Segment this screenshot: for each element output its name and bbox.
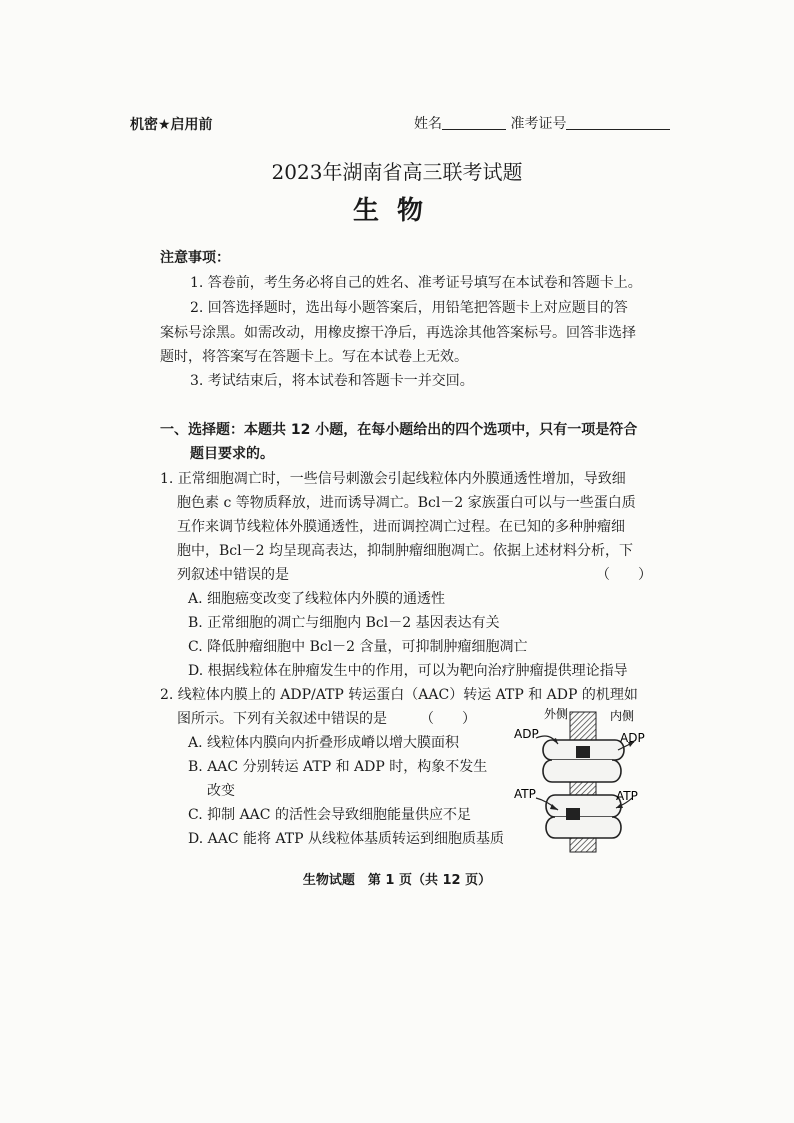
aac-transport-figure (500, 700, 670, 860)
q2-option-b[interactable]: B. AAC 分别转运 ATP 和 ADP 时，构象不发生 (188, 759, 488, 775)
q2-stem-line: 图所示。下列有关叙述中错误的是 (177, 711, 387, 727)
transporter-lower (546, 795, 621, 817)
secret-mark: 机密★启用前 (130, 117, 213, 133)
section-heading-cont: 题目要求的。 (190, 446, 274, 462)
q2-stem-line: 2. 线粒体内膜上的 ADP/ATP 转运蛋白（AAC）转运 ATP 和 ADP 的机理如 (160, 687, 638, 703)
q1-stem-line: 列叙述中错误的是 (177, 567, 289, 583)
notice-line: 题时，将答案写在答题卡上。写在本试卷上无效。 (160, 349, 468, 365)
q2-option-d[interactable]: D. AAC 能将 ATP 从线粒体基质转运到细胞质基质 (188, 831, 505, 847)
id-blank[interactable] (566, 115, 670, 130)
atp-right-label: ATP (616, 789, 638, 803)
adp-right-label: ADP (620, 731, 645, 745)
q1-stem-line: 1. 正常细胞凋亡时，一些信号刺激会引起线粒体内外膜通透性增加，导致细 (160, 471, 626, 487)
page-footer: 生物试题 第 1 页（共 12 页） (302, 873, 492, 888)
notice-line: 2. 回答选择题时，选出每小题答案后，用铅笔把答题卡上对应题目的答 (190, 300, 628, 316)
q1-stem-line: 互作来调节线粒体外膜通透性，进而调控凋亡过程。在已知的多种肿瘤细 (177, 519, 625, 535)
id-label: 准考证号 (510, 116, 567, 132)
q1-stem-line: 胞色素 c 等物质释放，进而诱导凋亡。Bcl－2 家族蛋白可以与一些蛋白质 (177, 495, 636, 511)
q1-option-b[interactable]: B. 正常细胞的凋亡与细胞内 Bcl－2 基因表达有关 (188, 615, 500, 631)
atp-left-label: ATP (514, 787, 536, 801)
adp-binding-site (576, 746, 590, 758)
outer-side-label: 外侧 (544, 707, 569, 721)
notice-heading: 注意事项： (160, 250, 230, 266)
name-label: 姓名 (414, 116, 442, 132)
q2-option-c[interactable]: C. 抑制 AAC 的活性会导致细胞能量供应不足 (188, 807, 471, 823)
q1-option-a[interactable]: A. 细胞癌变改变了线粒体内外膜的通透性 (188, 591, 446, 607)
q1-stem-line: 胞中，Bcl－2 均呈现高表达，抑制肿瘤细胞凋亡。依据上述材料分析，下 (177, 543, 633, 559)
q2-option-b-cont: 改变 (207, 783, 235, 799)
aac-diagram-svg (500, 700, 670, 860)
atp-binding-site (566, 808, 580, 820)
adp-left-label: ADP (514, 727, 539, 741)
name-blank[interactable] (442, 115, 506, 130)
notice-line: 3. 考试结束后，将本试卷和答题卡一并交回。 (190, 373, 474, 389)
section-heading: 一、选择题：本题共 12 小题，在每小题给出的四个选项中，只有一项是符合 (160, 422, 638, 438)
q2-answer-paren[interactable]: （ ） (420, 711, 476, 727)
q1-option-c[interactable]: C. 降低肿瘤细胞中 Bcl－2 含量，可抑制肿瘤细胞凋亡 (188, 639, 528, 655)
notice-line: 1. 答卷前，考生务必将自己的姓名、准考证号填写在本试卷和答题卡上。 (190, 275, 642, 291)
notice-line: 案标号涂黑。如需改动，用橡皮擦干净后，再选涂其他答案标号。回答非选择 (160, 325, 636, 341)
inner-side-label: 内侧 (610, 709, 635, 723)
exam-title: 2023年湖南省高三联考试题 (271, 160, 523, 184)
subject-title: 生物 (352, 196, 441, 226)
q2-option-a[interactable]: A. 线粒体内膜向内折叠形成嵴以增大膜面积 (188, 735, 460, 751)
q1-answer-paren[interactable]: （ ） (596, 567, 652, 583)
candidate-info (414, 113, 670, 133)
q1-option-d[interactable]: D. 根据线粒体在肿瘤发生中的作用，可以为靶向治疗肿瘤提供理论指导 (188, 663, 628, 679)
